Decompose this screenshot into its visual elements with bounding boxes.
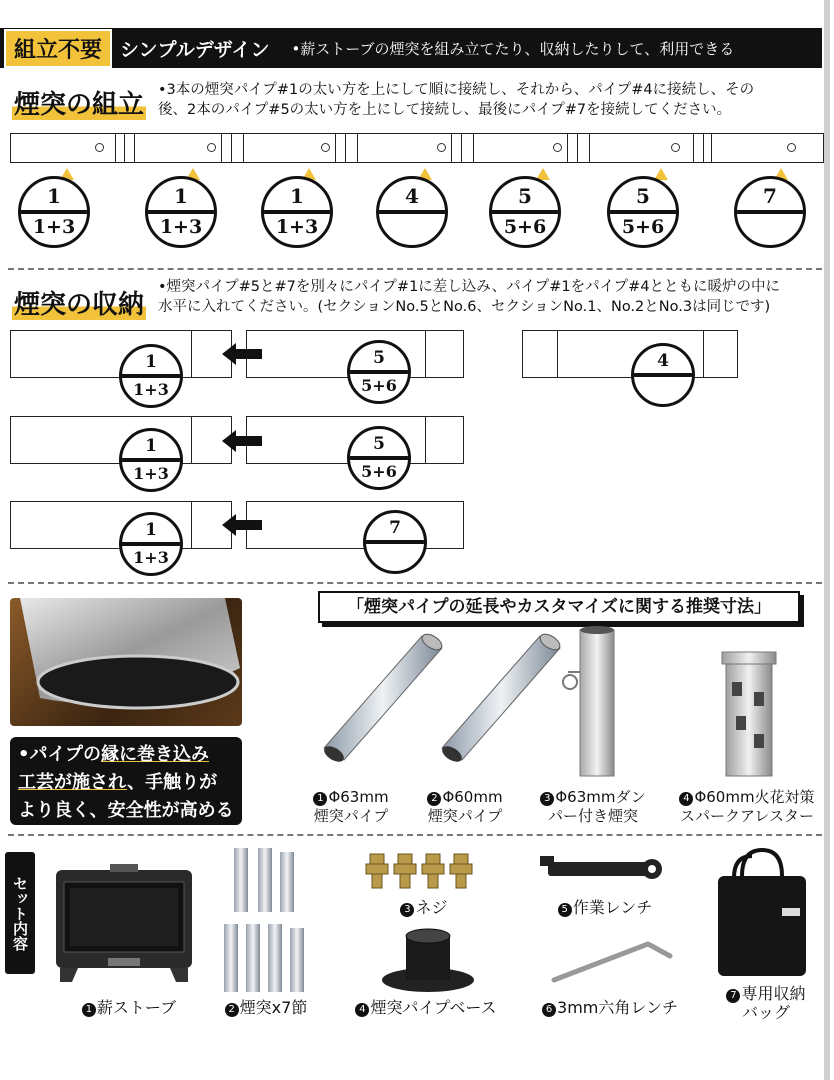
storage-pipe-3-inner: [246, 501, 464, 549]
item-label-3: 3 Φ63mmダン パー付き煙突: [528, 788, 658, 826]
set-item-chimney-label: 2 煙突x7節: [206, 998, 326, 1017]
assembly-badge-1: 1 1+3: [18, 176, 90, 248]
assembly-title: 煙突の組立: [14, 90, 145, 120]
wood-stove-image: [54, 862, 194, 984]
set-item-stove-label: 1 薪ストーブ: [54, 998, 204, 1017]
recommended-dimensions-title: 「煙突パイプの延長やカスタマイズに関する推奨寸法」: [318, 591, 800, 623]
damper-pipe-image: [560, 624, 630, 780]
arrow-left-icon: [222, 514, 262, 536]
assembly-badge-3: 1 1+3: [261, 176, 333, 248]
storage-description: •煙突パイプ#5と#7を別々にパイプ#1に差し込み、パイプ#1をパイプ#4とともに暖炉の中に 水平に入れてください。(セクションNo.5とNo.6、セクションNo.1、No.2とNo.3は同じです): [158, 279, 781, 315]
hex-wrench-image: [548, 934, 678, 986]
set-item-hex-wrench-label: 6 3mm六角レンチ: [522, 998, 698, 1017]
assembly-badge-2: 1 1+3: [145, 176, 217, 248]
screws-image: [364, 850, 484, 894]
item-label-2: 2 Φ60mm 煙突パイプ: [427, 788, 503, 825]
divider-2: [8, 582, 822, 584]
arrow-left-icon: [222, 343, 262, 365]
storage-badge-1-right: 5 5+6: [347, 340, 411, 404]
set-item-bag-label: 7 専用収納 バッグ: [708, 984, 824, 1022]
assembled-pipe: [10, 133, 824, 163]
storage-pipe-4: [522, 330, 738, 378]
assembly-badge-4: 4: [376, 176, 448, 248]
set-contents-tab: セット内容: [5, 852, 35, 974]
feature-caption: •パイプの縁に巻き込み 工芸が施され、手触りが より良く、安全性が高める: [10, 737, 242, 825]
chimney-sections-image: [220, 848, 310, 994]
set-item-pipe-base-label: 4 煙突パイプベース: [334, 998, 518, 1017]
set-item-screws-label: 3 ネジ: [384, 898, 464, 917]
header-subtitle: シンプルデザイン: [120, 38, 270, 61]
work-wrench-image: [540, 854, 664, 890]
storage-badge-1-left: 1 1+3: [119, 344, 183, 408]
divider-1: [8, 268, 822, 270]
assembly-badge-5: 5 5+6: [489, 176, 561, 248]
storage-badge-2-right: 5 5+6: [347, 426, 411, 490]
arrow-left-icon: [222, 430, 262, 452]
storage-badge-3-left: 1 1+3: [119, 512, 183, 576]
item-label-1: 1 Φ63mm 煙突パイプ: [313, 788, 389, 825]
header-bar: [0, 28, 822, 68]
storage-badge-single: 4: [631, 343, 695, 407]
assembly-badge-6: 5 5+6: [607, 176, 679, 248]
divider-3: [8, 834, 822, 836]
pipe-edge-photo: [10, 598, 242, 726]
pipe-60mm-image: [430, 628, 570, 768]
header-tag: 組立不要: [4, 29, 112, 68]
storage-badge-2-left: 1 1+3: [119, 428, 183, 492]
item-label-4: 4 Φ60mm火花対策 スパークアレスター: [680, 788, 815, 825]
storage-title: 煙突の収納: [14, 290, 145, 320]
header-note: •薪ストーブの煙突を組み立てたり、収納したりして、利用できる: [291, 39, 735, 58]
assembly-badge-7: 7: [734, 176, 806, 248]
set-item-work-wrench-label: 5 作業レンチ: [540, 898, 670, 917]
assembly-description: •3本の煙突パイプ#1の太い方を上にして順に接続し、それから、パイプ#4に接続し、その 後、2本のパイプ#5の太い方を上にして接続し、最後にパイプ#7を接続してください。: [158, 82, 755, 118]
pipe-base-image: [378, 924, 478, 996]
storage-bag-image: [712, 846, 812, 980]
spark-arrester-image: [714, 648, 784, 780]
right-edge-border: [824, 0, 830, 1080]
storage-badge-3-right: 7: [363, 510, 427, 574]
